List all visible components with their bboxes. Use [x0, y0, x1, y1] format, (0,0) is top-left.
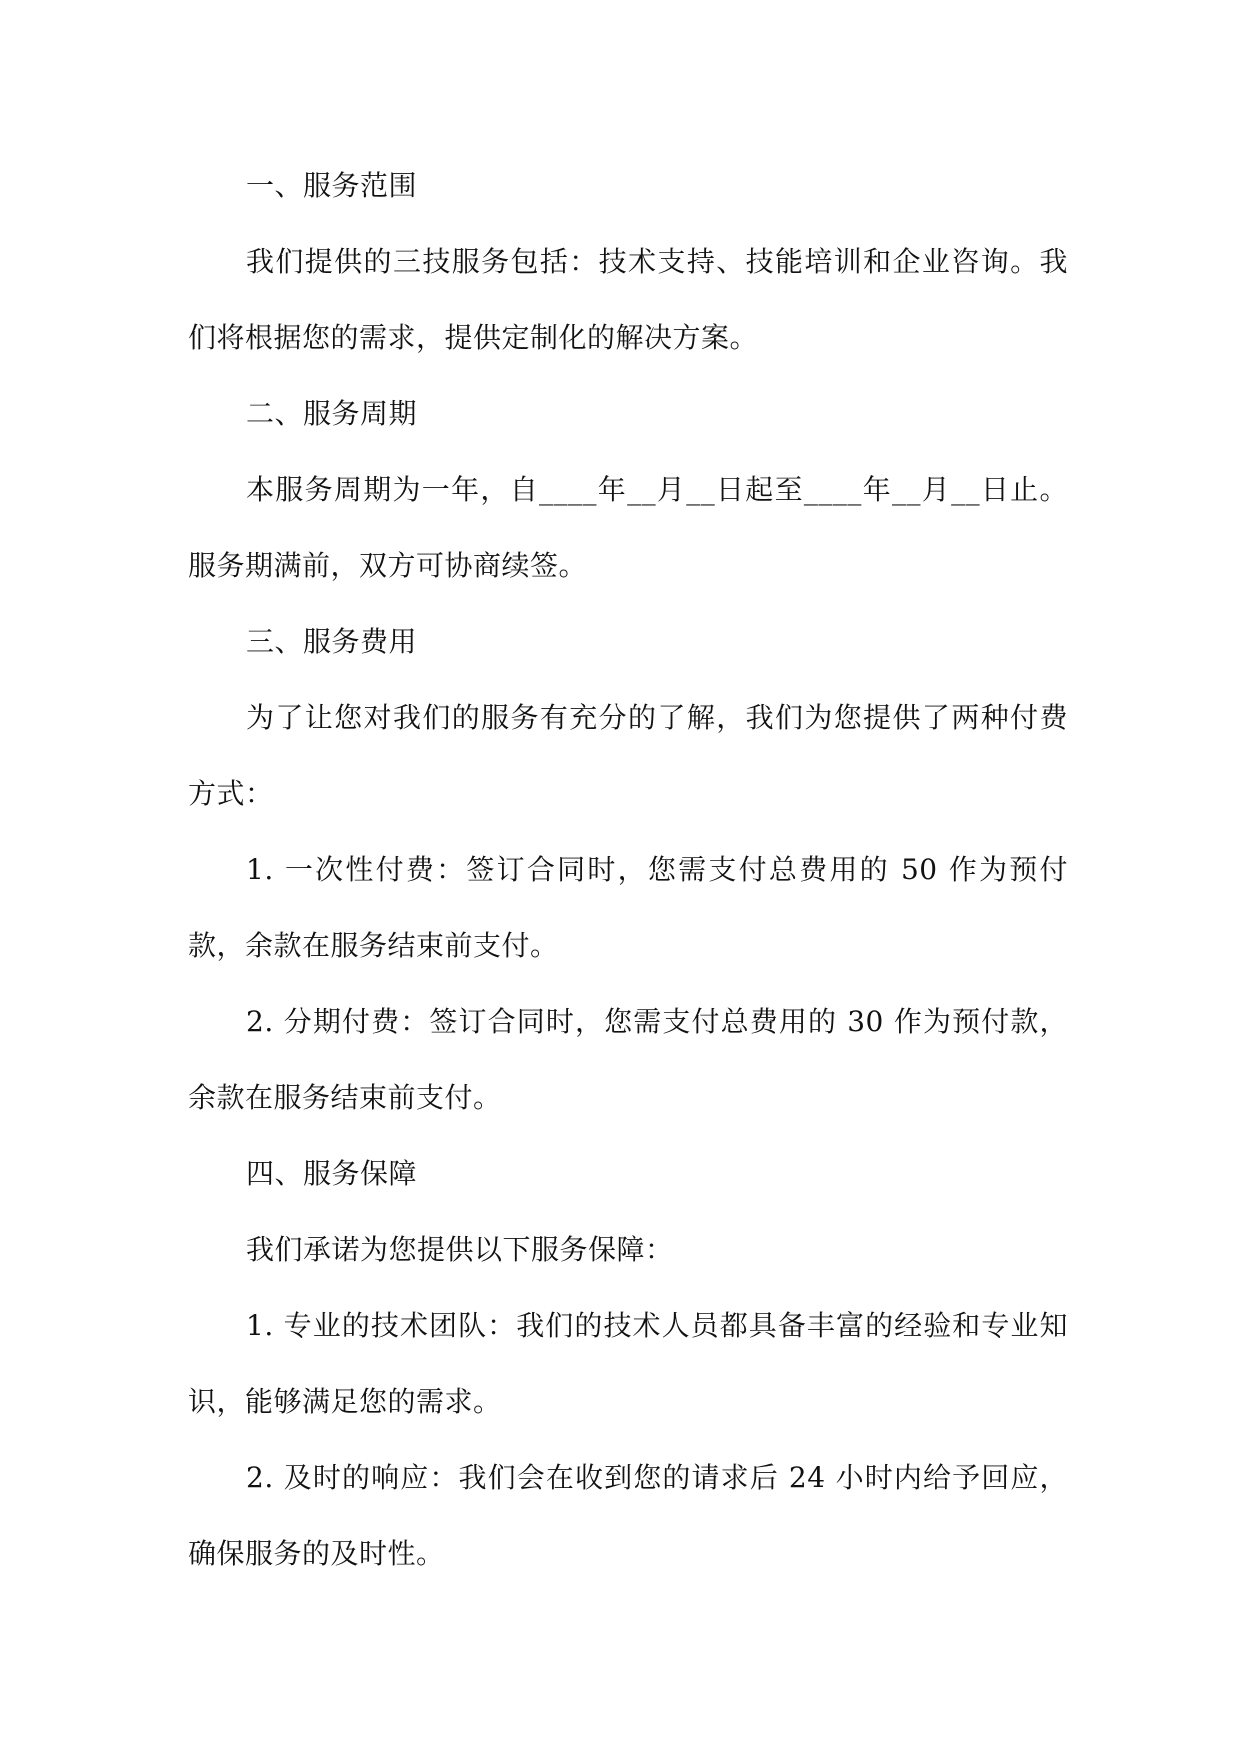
list-item-installment-payment: 2. 分期付费：签订合同时，您需支付总费用的 30 作为预付款，余款在服务结束前支付。 — [188, 1005, 1068, 1114]
paragraph-guarantee-intro: 我们承诺为您提供以下服务保障： — [246, 1233, 674, 1266]
list-item-response-time: 2. 及时的响应：我们会在收到您的请求后 24 小时内给予回应，确保服务的及时性。 — [188, 1461, 1068, 1570]
paragraph-fees-intro: 为了让您对我们的服务有充分的了解，我们为您提供了两种付费方式： — [188, 701, 1068, 810]
paragraph-scope: 我们提供的三技服务包括：技术支持、技能培训和企业咨询。我们将根据您的需求，提供定制化的解决方案。 — [188, 245, 1068, 354]
section-heading-scope: 一、服务范围 — [246, 169, 418, 202]
section-heading-period: 二、服务周期 — [246, 397, 418, 430]
section-heading-fees: 三、服务费用 — [246, 625, 418, 658]
paragraph-period: 本服务周期为一年，自____年__月__日起至____年__月__日止。服务期满前，双方可协商续签。 — [188, 473, 1068, 582]
document-body — [188, 148, 1068, 1592]
section-heading-guarantee: 四、服务保障 — [246, 1157, 418, 1190]
list-item-tech-team: 1. 专业的技术团队：我们的技术人员都具备丰富的经验和专业知识，能够满足您的需求。 — [188, 1309, 1068, 1418]
list-item-one-time-payment: 1. 一次性付费：签订合同时，您需支付总费用的 50 作为预付款，余款在服务结束前支付。 — [188, 853, 1068, 962]
